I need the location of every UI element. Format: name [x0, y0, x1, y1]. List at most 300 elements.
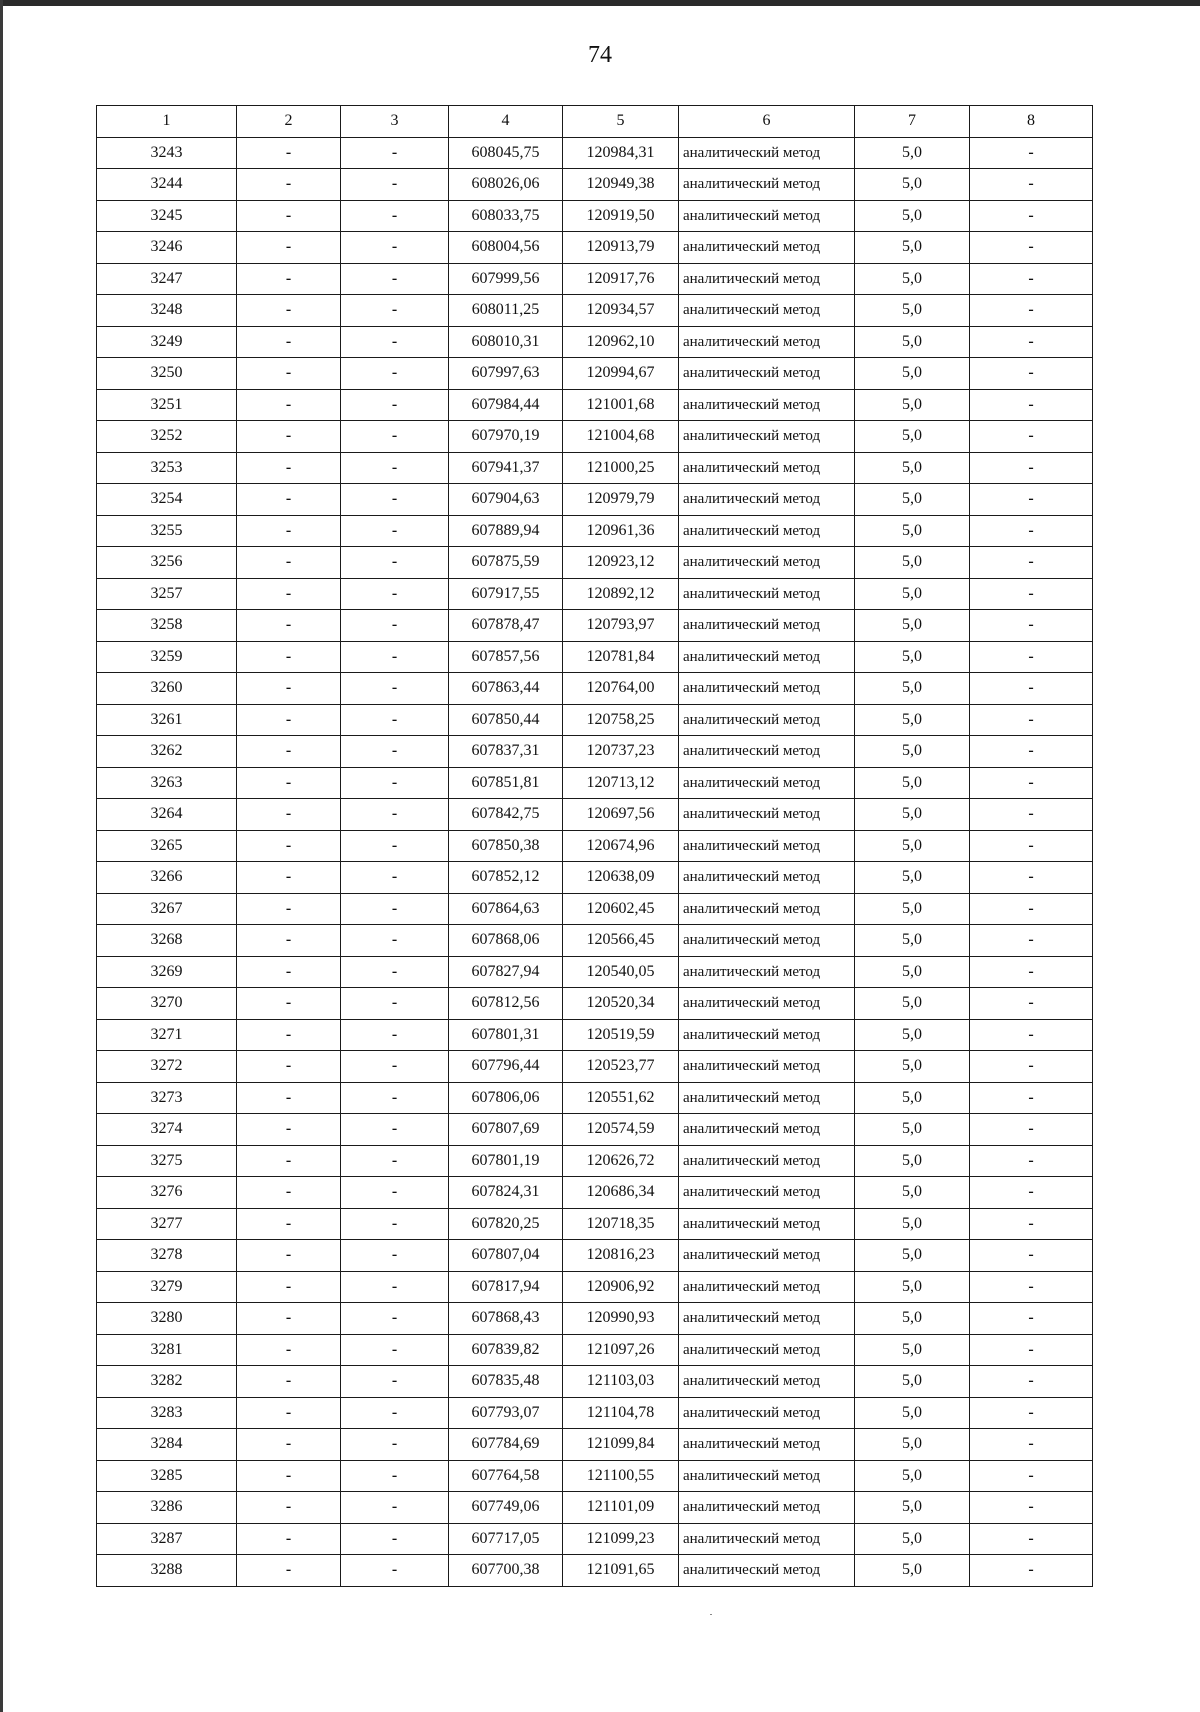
point-number-cell: 3285 [97, 1460, 237, 1492]
y-coordinate-cell: 120923,12 [563, 547, 679, 579]
col8-cell: - [970, 1397, 1093, 1429]
point-number-cell: 3249 [97, 326, 237, 358]
col3-cell: - [341, 515, 449, 547]
point-number-cell: 3270 [97, 988, 237, 1020]
col8-cell: - [970, 137, 1093, 169]
y-coordinate-cell: 120764,00 [563, 673, 679, 705]
col8-cell: - [970, 452, 1093, 484]
method-cell: аналитический метод [679, 893, 855, 925]
col2-cell: - [237, 1523, 341, 1555]
x-coordinate-cell: 607842,75 [449, 799, 563, 831]
table-row [97, 1114, 1093, 1146]
x-coordinate-cell: 607764,58 [449, 1460, 563, 1492]
col2-cell: - [237, 641, 341, 673]
col8-cell: - [970, 641, 1093, 673]
col3-cell: - [341, 1177, 449, 1209]
method-cell: аналитический метод [679, 137, 855, 169]
col8-cell: - [970, 484, 1093, 516]
accuracy-cell: 5,0 [855, 830, 970, 862]
table-row [97, 1051, 1093, 1083]
table-row [97, 452, 1093, 484]
y-coordinate-cell: 120961,36 [563, 515, 679, 547]
point-number-cell: 3266 [97, 862, 237, 894]
col2-cell: - [237, 137, 341, 169]
column-header: 4 [449, 106, 563, 138]
accuracy-cell: 5,0 [855, 1208, 970, 1240]
table-row [97, 799, 1093, 831]
col2-cell: - [237, 1397, 341, 1429]
table-row [97, 1145, 1093, 1177]
col2-cell: - [237, 736, 341, 768]
col2-cell: - [237, 704, 341, 736]
point-number-cell: 3273 [97, 1082, 237, 1114]
method-cell: аналитический метод [679, 862, 855, 894]
point-number-cell: 3267 [97, 893, 237, 925]
point-number-cell: 3246 [97, 232, 237, 264]
accuracy-cell: 5,0 [855, 1429, 970, 1461]
x-coordinate-cell: 607851,81 [449, 767, 563, 799]
col8-cell: - [970, 515, 1093, 547]
table-row [97, 1240, 1093, 1272]
table-row [97, 326, 1093, 358]
col8-cell: - [970, 1303, 1093, 1335]
y-coordinate-cell: 120990,93 [563, 1303, 679, 1335]
x-coordinate-cell: 607984,44 [449, 389, 563, 421]
table-row [97, 862, 1093, 894]
col2-cell: - [237, 1271, 341, 1303]
y-coordinate-cell: 120520,34 [563, 988, 679, 1020]
point-number-cell: 3268 [97, 925, 237, 957]
y-coordinate-cell: 121099,23 [563, 1523, 679, 1555]
col8-cell: - [970, 1114, 1093, 1146]
x-coordinate-cell: 607717,05 [449, 1523, 563, 1555]
accuracy-cell: 5,0 [855, 893, 970, 925]
col8-cell: - [970, 295, 1093, 327]
col8-cell: - [970, 326, 1093, 358]
accuracy-cell: 5,0 [855, 1177, 970, 1209]
accuracy-cell: 5,0 [855, 1334, 970, 1366]
table-row [97, 1397, 1093, 1429]
col3-cell: - [341, 1366, 449, 1398]
coordinates-table [96, 105, 1093, 1587]
point-number-cell: 3243 [97, 137, 237, 169]
method-cell: аналитический метод [679, 1208, 855, 1240]
table-row [97, 200, 1093, 232]
point-number-cell: 3245 [97, 200, 237, 232]
point-number-cell: 3274 [97, 1114, 237, 1146]
accuracy-cell: 5,0 [855, 137, 970, 169]
y-coordinate-cell: 120781,84 [563, 641, 679, 673]
col8-cell: - [970, 547, 1093, 579]
table-row [97, 421, 1093, 453]
point-number-cell: 3275 [97, 1145, 237, 1177]
col8-cell: - [970, 1082, 1093, 1114]
table-row [97, 830, 1093, 862]
col2-cell: - [237, 767, 341, 799]
col8-cell: - [970, 169, 1093, 201]
col8-cell: - [970, 673, 1093, 705]
col3-cell: - [341, 137, 449, 169]
table-row [97, 547, 1093, 579]
col2-cell: - [237, 232, 341, 264]
col8-cell: - [970, 1366, 1093, 1398]
x-coordinate-cell: 607784,69 [449, 1429, 563, 1461]
x-coordinate-cell: 607807,69 [449, 1114, 563, 1146]
table-row [97, 137, 1093, 169]
x-coordinate-cell: 607868,06 [449, 925, 563, 957]
column-header: 8 [970, 106, 1093, 138]
table-row [97, 169, 1093, 201]
point-number-cell: 3277 [97, 1208, 237, 1240]
col2-cell: - [237, 1429, 341, 1461]
y-coordinate-cell: 120737,23 [563, 736, 679, 768]
accuracy-cell: 5,0 [855, 1460, 970, 1492]
table-row [97, 1523, 1093, 1555]
accuracy-cell: 5,0 [855, 578, 970, 610]
y-coordinate-cell: 121091,65 [563, 1555, 679, 1587]
accuracy-cell: 5,0 [855, 925, 970, 957]
y-coordinate-cell: 120519,59 [563, 1019, 679, 1051]
x-coordinate-cell: 607864,63 [449, 893, 563, 925]
col2-cell: - [237, 956, 341, 988]
col3-cell: - [341, 1114, 449, 1146]
table-row [97, 1460, 1093, 1492]
accuracy-cell: 5,0 [855, 1303, 970, 1335]
col3-cell: - [341, 578, 449, 610]
method-cell: аналитический метод [679, 421, 855, 453]
col8-cell: - [970, 421, 1093, 453]
point-number-cell: 3280 [97, 1303, 237, 1335]
col3-cell: - [341, 1523, 449, 1555]
point-number-cell: 3254 [97, 484, 237, 516]
accuracy-cell: 5,0 [855, 263, 970, 295]
table-row [97, 1334, 1093, 1366]
col2-cell: - [237, 1555, 341, 1587]
table-row [97, 1429, 1093, 1461]
point-number-cell: 3284 [97, 1429, 237, 1461]
x-coordinate-cell: 607835,48 [449, 1366, 563, 1398]
method-cell: аналитический метод [679, 767, 855, 799]
x-coordinate-cell: 607889,94 [449, 515, 563, 547]
method-cell: аналитический метод [679, 988, 855, 1020]
col8-cell: - [970, 1177, 1093, 1209]
table-row [97, 1177, 1093, 1209]
col3-cell: - [341, 956, 449, 988]
y-coordinate-cell: 120602,45 [563, 893, 679, 925]
point-number-cell: 3283 [97, 1397, 237, 1429]
accuracy-cell: 5,0 [855, 704, 970, 736]
y-coordinate-cell: 120984,31 [563, 137, 679, 169]
point-number-cell: 3259 [97, 641, 237, 673]
y-coordinate-cell: 121101,09 [563, 1492, 679, 1524]
col2-cell: - [237, 547, 341, 579]
accuracy-cell: 5,0 [855, 1492, 970, 1524]
table-header-row [97, 106, 1093, 138]
accuracy-cell: 5,0 [855, 862, 970, 894]
x-coordinate-cell: 607817,94 [449, 1271, 563, 1303]
point-number-cell: 3244 [97, 169, 237, 201]
col2-cell: - [237, 263, 341, 295]
col3-cell: - [341, 704, 449, 736]
accuracy-cell: 5,0 [855, 1240, 970, 1272]
table-row [97, 988, 1093, 1020]
table-row [97, 673, 1093, 705]
col2-cell: - [237, 200, 341, 232]
x-coordinate-cell: 608045,75 [449, 137, 563, 169]
accuracy-cell: 5,0 [855, 326, 970, 358]
col2-cell: - [237, 515, 341, 547]
col2-cell: - [237, 893, 341, 925]
accuracy-cell: 5,0 [855, 1555, 970, 1587]
method-cell: аналитический метод [679, 578, 855, 610]
method-cell: аналитический метод [679, 200, 855, 232]
table-row [97, 1208, 1093, 1240]
x-coordinate-cell: 607839,82 [449, 1334, 563, 1366]
col8-cell: - [970, 1460, 1093, 1492]
col2-cell: - [237, 988, 341, 1020]
col3-cell: - [341, 610, 449, 642]
method-cell: аналитический метод [679, 232, 855, 264]
method-cell: аналитический метод [679, 736, 855, 768]
y-coordinate-cell: 121104,78 [563, 1397, 679, 1429]
x-coordinate-cell: 607997,63 [449, 358, 563, 390]
y-coordinate-cell: 120626,72 [563, 1145, 679, 1177]
y-coordinate-cell: 120949,38 [563, 169, 679, 201]
col2-cell: - [237, 1460, 341, 1492]
method-cell: аналитический метод [679, 169, 855, 201]
y-coordinate-cell: 121097,26 [563, 1334, 679, 1366]
method-cell: аналитический метод [679, 1397, 855, 1429]
col2-cell: - [237, 925, 341, 957]
x-coordinate-cell: 607806,06 [449, 1082, 563, 1114]
method-cell: аналитический метод [679, 956, 855, 988]
col8-cell: - [970, 767, 1093, 799]
col2-cell: - [237, 578, 341, 610]
y-coordinate-cell: 120919,50 [563, 200, 679, 232]
column-header: 2 [237, 106, 341, 138]
point-number-cell: 3263 [97, 767, 237, 799]
method-cell: аналитический метод [679, 1240, 855, 1272]
col2-cell: - [237, 673, 341, 705]
y-coordinate-cell: 121103,03 [563, 1366, 679, 1398]
y-coordinate-cell: 120962,10 [563, 326, 679, 358]
col3-cell: - [341, 1492, 449, 1524]
col2-cell: - [237, 1366, 341, 1398]
col8-cell: - [970, 200, 1093, 232]
point-number-cell: 3255 [97, 515, 237, 547]
column-header: 5 [563, 106, 679, 138]
accuracy-cell: 5,0 [855, 484, 970, 516]
col2-cell: - [237, 1177, 341, 1209]
table-row [97, 263, 1093, 295]
col3-cell: - [341, 232, 449, 264]
y-coordinate-cell: 120566,45 [563, 925, 679, 957]
col8-cell: - [970, 925, 1093, 957]
x-coordinate-cell: 608026,06 [449, 169, 563, 201]
accuracy-cell: 5,0 [855, 452, 970, 484]
accuracy-cell: 5,0 [855, 515, 970, 547]
col3-cell: - [341, 1397, 449, 1429]
y-coordinate-cell: 120994,67 [563, 358, 679, 390]
column-header: 1 [97, 106, 237, 138]
x-coordinate-cell: 607999,56 [449, 263, 563, 295]
accuracy-cell: 5,0 [855, 358, 970, 390]
x-coordinate-cell: 607796,44 [449, 1051, 563, 1083]
col8-cell: - [970, 232, 1093, 264]
y-coordinate-cell: 120979,79 [563, 484, 679, 516]
x-coordinate-cell: 607801,19 [449, 1145, 563, 1177]
y-coordinate-cell: 120758,25 [563, 704, 679, 736]
y-coordinate-cell: 120638,09 [563, 862, 679, 894]
point-number-cell: 3265 [97, 830, 237, 862]
method-cell: аналитический метод [679, 1051, 855, 1083]
point-number-cell: 3286 [97, 1492, 237, 1524]
y-coordinate-cell: 121004,68 [563, 421, 679, 453]
method-cell: аналитический метод [679, 1429, 855, 1461]
col3-cell: - [341, 1429, 449, 1461]
point-number-cell: 3262 [97, 736, 237, 768]
col3-cell: - [341, 1303, 449, 1335]
method-cell: аналитический метод [679, 1523, 855, 1555]
point-number-cell: 3253 [97, 452, 237, 484]
col3-cell: - [341, 547, 449, 579]
point-number-cell: 3282 [97, 1366, 237, 1398]
col8-cell: - [970, 1019, 1093, 1051]
col3-cell: - [341, 1334, 449, 1366]
x-coordinate-cell: 607749,06 [449, 1492, 563, 1524]
method-cell: аналитический метод [679, 641, 855, 673]
col3-cell: - [341, 295, 449, 327]
y-coordinate-cell: 121100,55 [563, 1460, 679, 1492]
accuracy-cell: 5,0 [855, 641, 970, 673]
col8-cell: - [970, 389, 1093, 421]
y-coordinate-cell: 120551,62 [563, 1082, 679, 1114]
x-coordinate-cell: 607875,59 [449, 547, 563, 579]
x-coordinate-cell: 607868,43 [449, 1303, 563, 1335]
y-coordinate-cell: 120892,12 [563, 578, 679, 610]
accuracy-cell: 5,0 [855, 799, 970, 831]
col3-cell: - [341, 1555, 449, 1587]
table-row [97, 389, 1093, 421]
col3-cell: - [341, 736, 449, 768]
table-row [97, 295, 1093, 327]
col3-cell: - [341, 389, 449, 421]
table-row [97, 956, 1093, 988]
col3-cell: - [341, 1145, 449, 1177]
col3-cell: - [341, 1019, 449, 1051]
col8-cell: - [970, 1051, 1093, 1083]
x-coordinate-cell: 607827,94 [449, 956, 563, 988]
col8-cell: - [970, 1271, 1093, 1303]
col2-cell: - [237, 1334, 341, 1366]
point-number-cell: 3281 [97, 1334, 237, 1366]
col2-cell: - [237, 1051, 341, 1083]
x-coordinate-cell: 607824,31 [449, 1177, 563, 1209]
method-cell: аналитический метод [679, 1019, 855, 1051]
col8-cell: - [970, 704, 1093, 736]
point-number-cell: 3278 [97, 1240, 237, 1272]
col3-cell: - [341, 1240, 449, 1272]
point-number-cell: 3264 [97, 799, 237, 831]
x-coordinate-cell: 608011,25 [449, 295, 563, 327]
column-header: 6 [679, 106, 855, 138]
col3-cell: - [341, 925, 449, 957]
y-coordinate-cell: 121001,68 [563, 389, 679, 421]
col2-cell: - [237, 326, 341, 358]
accuracy-cell: 5,0 [855, 1523, 970, 1555]
y-coordinate-cell: 120697,56 [563, 799, 679, 831]
accuracy-cell: 5,0 [855, 1366, 970, 1398]
method-cell: аналитический метод [679, 1177, 855, 1209]
accuracy-cell: 5,0 [855, 232, 970, 264]
method-cell: аналитический метод [679, 925, 855, 957]
point-number-cell: 3248 [97, 295, 237, 327]
y-coordinate-cell: 120574,59 [563, 1114, 679, 1146]
col2-cell: - [237, 1082, 341, 1114]
col3-cell: - [341, 1460, 449, 1492]
table-row [97, 1492, 1093, 1524]
x-coordinate-cell: 607917,55 [449, 578, 563, 610]
col3-cell: - [341, 988, 449, 1020]
col3-cell: - [341, 484, 449, 516]
point-number-cell: 3260 [97, 673, 237, 705]
col3-cell: - [341, 358, 449, 390]
col2-cell: - [237, 1114, 341, 1146]
method-cell: аналитический метод [679, 1145, 855, 1177]
table-row [97, 578, 1093, 610]
col3-cell: - [341, 1208, 449, 1240]
column-header: 7 [855, 106, 970, 138]
table-row [97, 610, 1093, 642]
col8-cell: - [970, 1334, 1093, 1366]
accuracy-cell: 5,0 [855, 767, 970, 799]
col3-cell: - [341, 767, 449, 799]
point-number-cell: 3250 [97, 358, 237, 390]
point-number-cell: 3279 [97, 1271, 237, 1303]
table-row [97, 484, 1093, 516]
col3-cell: - [341, 326, 449, 358]
table-body [97, 106, 1093, 1587]
accuracy-cell: 5,0 [855, 1082, 970, 1114]
point-number-cell: 3261 [97, 704, 237, 736]
table-row [97, 1303, 1093, 1335]
y-coordinate-cell: 120934,57 [563, 295, 679, 327]
col3-cell: - [341, 673, 449, 705]
col3-cell: - [341, 452, 449, 484]
method-cell: аналитический метод [679, 452, 855, 484]
point-number-cell: 3272 [97, 1051, 237, 1083]
table-row [97, 1082, 1093, 1114]
x-coordinate-cell: 607807,04 [449, 1240, 563, 1272]
method-cell: аналитический метод [679, 799, 855, 831]
col8-cell: - [970, 1492, 1093, 1524]
point-number-cell: 3256 [97, 547, 237, 579]
accuracy-cell: 5,0 [855, 169, 970, 201]
method-cell: аналитический метод [679, 1366, 855, 1398]
table-row [97, 1271, 1093, 1303]
accuracy-cell: 5,0 [855, 295, 970, 327]
x-coordinate-cell: 608010,31 [449, 326, 563, 358]
scan-top-border [0, 0, 1200, 6]
col2-cell: - [237, 862, 341, 894]
point-number-cell: 3258 [97, 610, 237, 642]
y-coordinate-cell: 120816,23 [563, 1240, 679, 1272]
method-cell: аналитический метод [679, 295, 855, 327]
point-number-cell: 3257 [97, 578, 237, 610]
y-coordinate-cell: 120906,92 [563, 1271, 679, 1303]
col8-cell: - [970, 358, 1093, 390]
col8-cell: - [970, 1240, 1093, 1272]
